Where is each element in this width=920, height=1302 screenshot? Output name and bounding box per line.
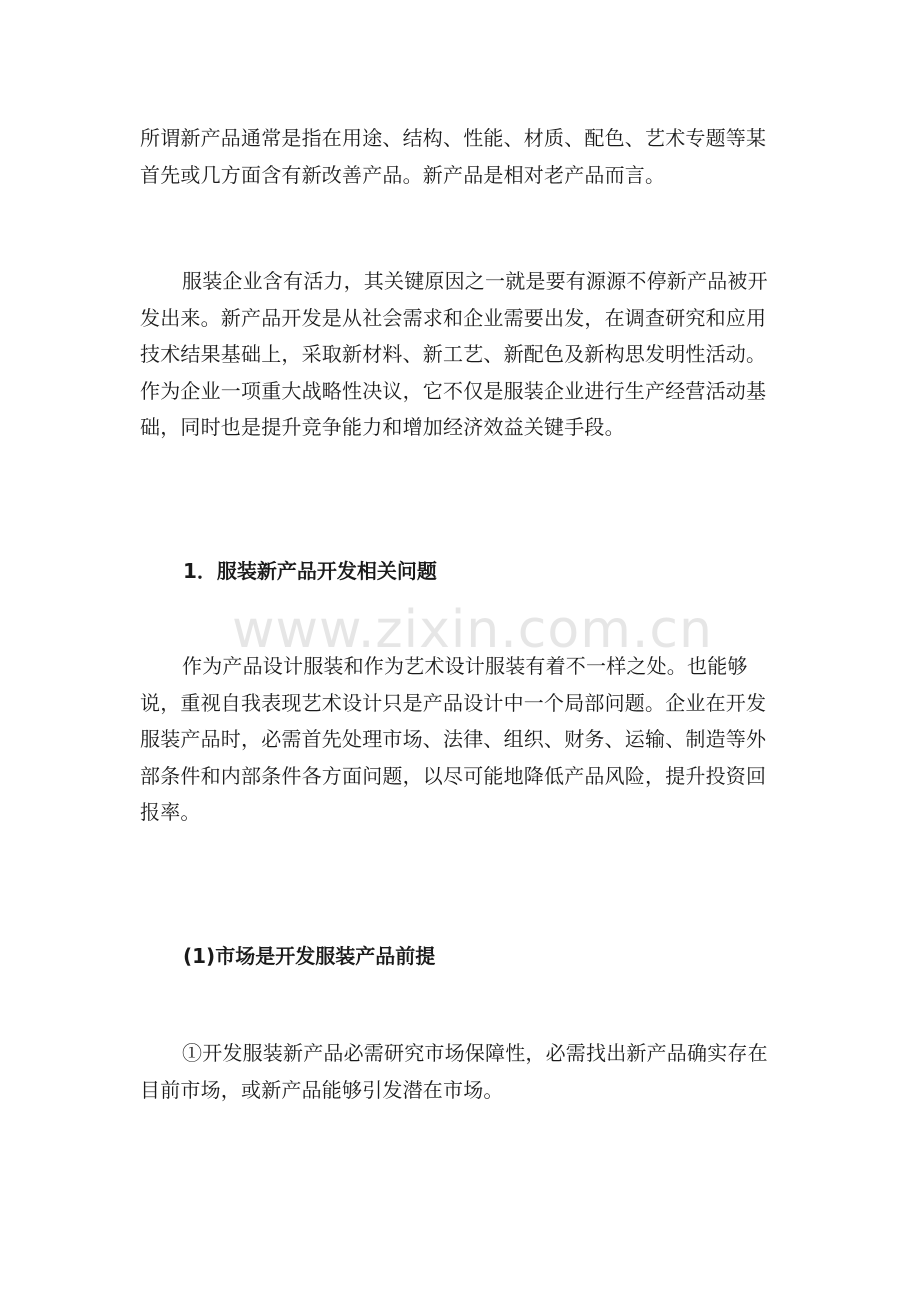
paragraph-new-product-definition: 所谓新产品通常是指在用途、结构、性能、材质、配色、艺术专题等某首先或几方面含有新改善产品。新产品是相对老产品而言。	[140, 126, 767, 187]
watermark: www.zixin.com.cn	[232, 600, 713, 660]
paragraph-market-research: ①开发服装新产品必需研究市场保障性，必需找出新产品确实存在目前市场，或新产品能够引发潜在市场。	[140, 1041, 768, 1102]
section-heading-1: 1．服装新产品开发相关问题	[183, 559, 437, 583]
paragraph-product-vs-art-design: 作为产品设计服装和作为艺术设计服装有着不一样之处。也能够说，重视自我表现艺术设计只是产品设计中一个局部问题。企业在开发服装产品时，必需首先处理市场、法律、组织、财务、运输、制造等外部条件和内部条件各方面问题，以尽可能地降低产品风险，提升投资回报率。	[140, 654, 767, 824]
subsection-heading-market: (1)市场是开发服装产品前提	[183, 944, 436, 968]
paragraph-enterprise-vitality: 服装企业含有活力，其关键原因之一就是要有源源不停新产品被开发出来。新产品开发是从社会需求和企业需要出发，在调查研究和应用技术结果基础上，采取新材料、新工艺、新配色及新构思发明性活动。作为企业一项重大战略性决议，它不仅是服装企业进行生产经营活动基础，同时也是提升竞争能力和增加经济效益关键手段。	[140, 269, 768, 439]
